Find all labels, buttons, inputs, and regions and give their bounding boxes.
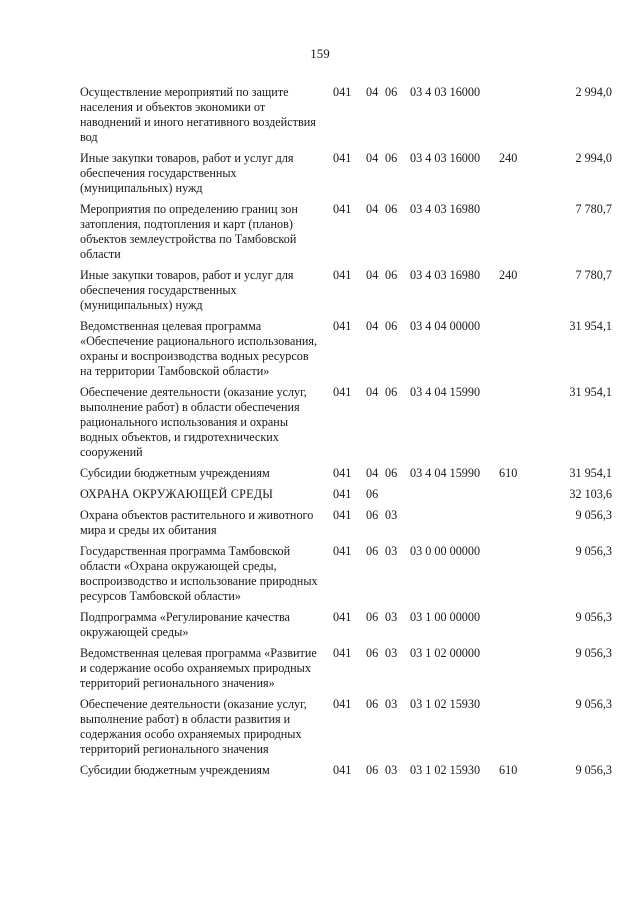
row-grbs: 041 [333, 646, 352, 660]
table-row [80, 610, 612, 640]
row-subsection: 06 [385, 85, 398, 99]
row-amount: 31 954,1 [569, 466, 612, 480]
row-subsection: 03 [385, 544, 398, 558]
row-grbs: 041 [333, 385, 352, 399]
row-subsection: 03 [385, 763, 398, 777]
row-target-article: 03 0 00 00000 [410, 544, 481, 558]
row-grbs: 041 [333, 85, 352, 99]
row-expense-type: 610 [499, 763, 518, 777]
row-section: 06 [366, 544, 379, 558]
row-name: Иные закупки товаров, работ и услуг для обеспечения государственных (муниципальных) нужд [80, 268, 294, 312]
row-target-article: 03 4 03 16980 [410, 202, 481, 216]
row-section: 04 [366, 202, 379, 216]
table-row [80, 646, 612, 691]
row-grbs: 041 [333, 202, 352, 216]
table-row [80, 85, 612, 145]
section-heading: ОХРАНА ОКРУЖАЮЩЕЙ СРЕДЫ [80, 487, 274, 501]
table-row [80, 544, 612, 604]
row-amount: 9 056,3 [575, 544, 612, 558]
row-section: 06 [366, 508, 379, 522]
row-section: 04 [366, 268, 379, 282]
row-section: 04 [366, 85, 379, 99]
row-name: Иные закупки товаров, работ и услуг для обеспечения государственных (муниципальных) нужд [80, 151, 294, 195]
row-subsection: 03 [385, 610, 398, 624]
row-target-article: 03 1 02 15930 [410, 763, 481, 777]
table-row [80, 319, 612, 379]
row-section: 06 [366, 610, 379, 624]
row-name: Ведомственная целевая программа «Обеспечение рационального использования, охраны и воспроизводства водных ресурсов на территории Тамбовской области» [80, 319, 318, 378]
row-amount: 9 056,3 [575, 610, 612, 624]
row-grbs: 041 [333, 544, 352, 558]
row-amount: 7 780,7 [575, 268, 612, 282]
row-amount: 31 954,1 [569, 385, 612, 399]
table-row [80, 268, 612, 313]
row-subsection: 06 [385, 319, 398, 333]
row-subsection: 03 [385, 646, 398, 660]
row-expense-type: 240 [499, 151, 518, 165]
row-section: 04 [366, 151, 379, 165]
row-target-article: 03 4 04 15990 [410, 385, 481, 399]
row-name: Мероприятия по определению границ зон затопления, подтопления и карт (планов) объектов землеустройства по Тамбовской области [80, 202, 298, 261]
row-name: Субсидии бюджетным учреждениям [80, 466, 270, 480]
row-grbs: 041 [333, 319, 352, 333]
row-amount: 2 994,0 [575, 151, 612, 165]
row-section: 04 [366, 319, 379, 333]
table-row [80, 763, 612, 778]
row-grbs: 041 [333, 610, 352, 624]
row-subsection: 06 [385, 151, 398, 165]
table-row [80, 508, 612, 538]
table-row [80, 151, 612, 196]
row-target-article: 03 4 03 16000 [410, 151, 481, 165]
row-name: Государственная программа Тамбовской области «Охрана окружающей среды, воспроизводство и использование природных ресурсов Тамбовской области» [80, 544, 318, 603]
row-name: Обеспечение деятельности (оказание услуг, выполнение работ) в области развития и содержания особо охраняемых природных территорий регионального значения [80, 697, 307, 756]
row-section: 06 [366, 697, 379, 711]
row-name: Ведомственная целевая программа «Развитие и содержание особо охраняемых природных территорий регионального значения» [80, 646, 317, 690]
row-amount: 9 056,3 [575, 763, 612, 777]
row-subsection: 06 [385, 466, 398, 480]
row-target-article: 03 4 04 15990 [410, 466, 481, 480]
row-target-article: 03 4 03 16000 [410, 85, 481, 99]
row-amount: 9 056,3 [575, 697, 612, 711]
row-name: Осуществление мероприятий по защите населения и объектов экономики от наводнений и иного негативного воздействия вод [80, 85, 316, 144]
row-amount: 7 780,7 [575, 202, 612, 216]
row-target-article: 03 1 02 00000 [410, 646, 481, 660]
row-target-article: 03 1 00 00000 [410, 610, 481, 624]
row-grbs: 041 [333, 697, 352, 711]
row-section: 06 [366, 763, 379, 777]
row-grbs: 041 [333, 466, 352, 480]
row-name: Подпрограмма «Регулирование качества окружающей среды» [80, 610, 290, 639]
row-amount: 32 103,6 [569, 487, 612, 501]
row-subsection: 03 [385, 697, 398, 711]
row-amount: 2 994,0 [575, 85, 612, 99]
row-section: 06 [366, 646, 379, 660]
row-name: Обеспечение деятельности (оказание услуг, выполнение работ) в области обеспечения рационального использования и охраны водных объектов, и гидротехнических сооружений [80, 385, 307, 459]
row-amount: 9 056,3 [575, 508, 612, 522]
row-expense-type: 610 [499, 466, 518, 480]
page-number: 159 [310, 46, 330, 61]
row-grbs: 041 [333, 508, 352, 522]
row-target-article: 03 1 02 15930 [410, 697, 481, 711]
row-subsection: 06 [385, 385, 398, 399]
row-section: 06 [366, 487, 379, 501]
row-section: 04 [366, 385, 379, 399]
row-target-article: 03 4 04 00000 [410, 319, 481, 333]
row-grbs: 041 [333, 268, 352, 282]
table-row [80, 466, 612, 481]
table-row [80, 487, 612, 502]
row-amount: 31 954,1 [569, 319, 612, 333]
row-grbs: 041 [333, 487, 352, 501]
table-row [80, 697, 612, 757]
row-expense-type: 240 [499, 268, 518, 282]
row-subsection: 03 [385, 508, 398, 522]
row-name: Охрана объектов растительного и животного мира и среды их обитания [80, 508, 314, 537]
row-section: 04 [366, 466, 379, 480]
budget-table [80, 85, 612, 784]
row-grbs: 041 [333, 151, 352, 165]
row-target-article: 03 4 03 16980 [410, 268, 481, 282]
table-row [80, 385, 612, 460]
table-row [80, 202, 612, 262]
row-subsection: 06 [385, 268, 398, 282]
row-subsection: 06 [385, 202, 398, 216]
row-amount: 9 056,3 [575, 646, 612, 660]
row-name: Субсидии бюджетным учреждениям [80, 763, 270, 777]
row-grbs: 041 [333, 763, 352, 777]
